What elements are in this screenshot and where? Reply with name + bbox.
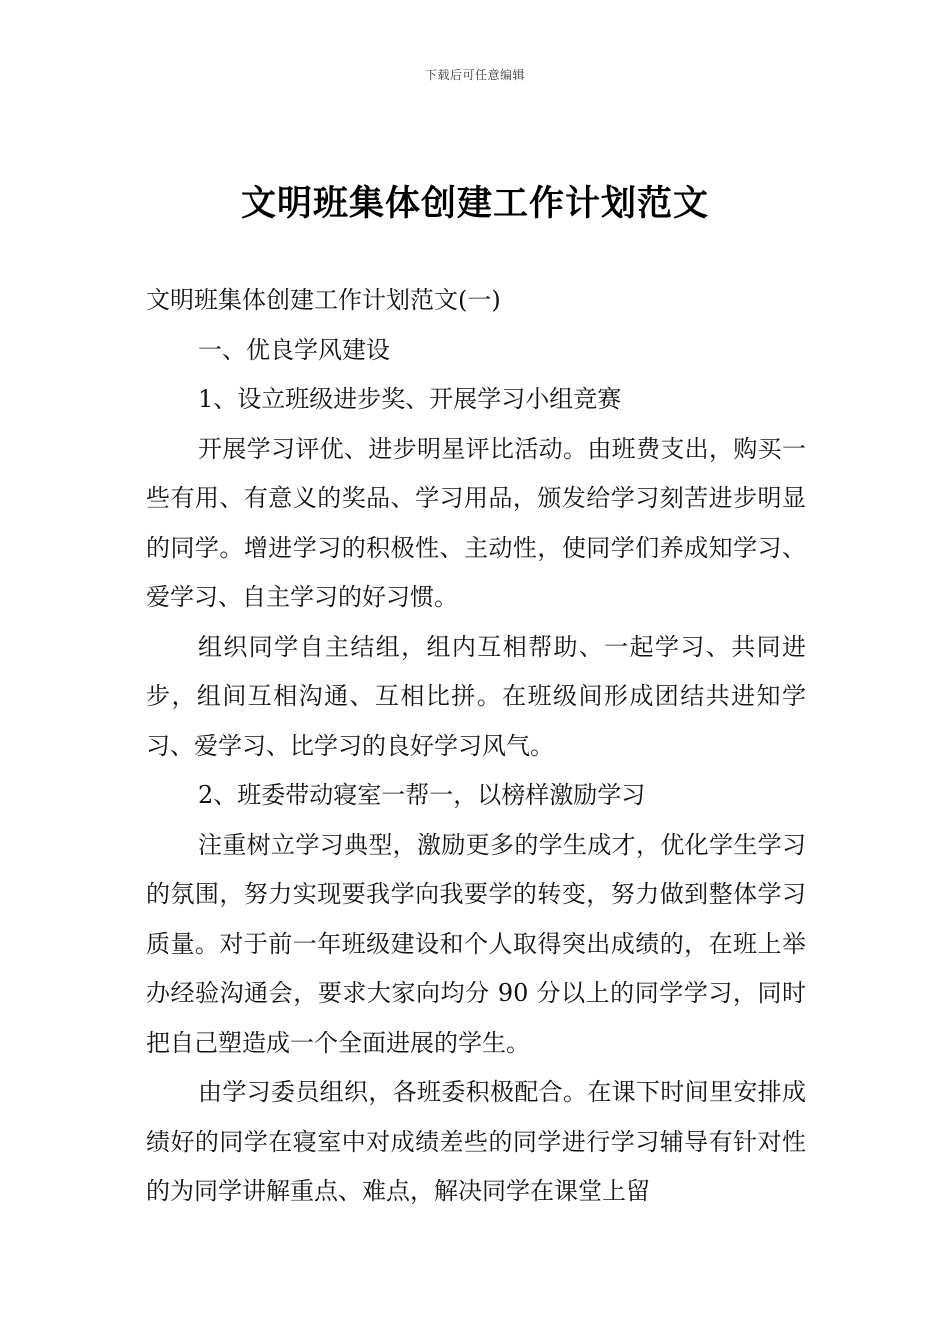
body-paragraph: 注重树立学习典型，激励更多的学生成才，优化学生学习的氛围，努力实现要我学向我要学的转变，努力做到整体学习质量。对于前一年班级建设和个人取得突出成绩的，在班上举办经验沟通会，要求大家向均分 90 分以上的同学学习，同时把自己塑造成一个全面进展的学生。 [146,830,806,1057]
item-heading: 1、设立班级进步奖、开展学习小组竞赛 [198,385,622,413]
subsection-heading: 一、优良学风建设 [198,335,390,364]
body-paragraph: 组织同学自主结组，组内互相帮助、一起学习、共同进步，组间互相沟通、互相比拼。在班级间形成团结共进知学习、爱学习、比学习的良好学习风气。 [146,632,806,760]
item-heading: 2、班委带动寝室一帮一，以榜样激励学习 [198,781,646,809]
document-title: 文明班集体创建工作计划范文 [240,184,709,224]
body-paragraph: 由学习委员组织，各班委积极配合。在课下时间里安排成绩好的同学在寝室中对成绩差些的同学进行学习辅导有针对性的为同学讲解重点、难点，解决同学在课堂上留 [146,1078,806,1205]
document-body [146,276,806,1217]
section-heading: 文明班集体创建工作计划范文(一) [146,286,501,314]
header-note: 下载后可任意编辑 [424,68,525,82]
body-paragraph: 开展学习评优、进步明星评比活动。由班费支出，购买一些有用、有意义的奖品、学习用品，颁发给学习刻苦进步明显的同学。增进学习的积极性、主动性，使同学们养成知学习、爱学习、自主学习的好习惯。 [146,434,806,611]
